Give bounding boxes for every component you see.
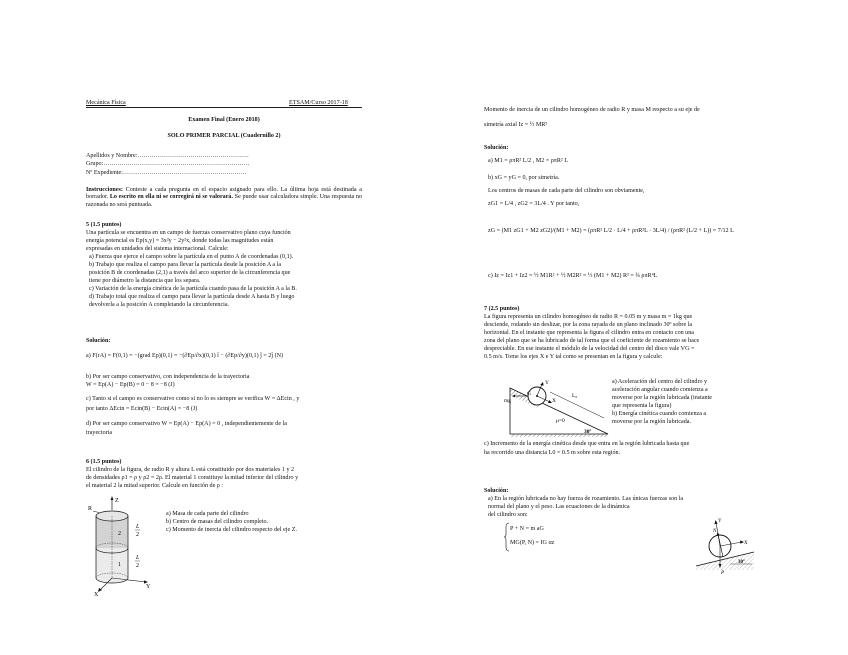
q7-intro-line: 0.5 m/s. Tome los ejes X e Y tal como se presentan en la figura y calcule: [484, 354, 663, 360]
q7-item-c: c) Incremento de la energía cinética desde que entra en la región lubricada hasta que [484, 441, 690, 447]
material-2-label: 2 [118, 531, 121, 537]
header-left: Mecánica Física [86, 100, 126, 106]
q7-item: aceleración angular cuando comienza a [612, 387, 708, 393]
q7-solution-a-text: normal del plano y el peso. Las ecuaciones de la dinámica [488, 504, 630, 510]
q5-solution-d: d) Por ser campo conservativo W = Ep(A) − Ep(A) = 0 , independientemente de la [86, 421, 287, 427]
q5-item: a) Fuerza que ejerce el campo sobre la partícula en el punto A de coordenadas (0,1). [89, 254, 294, 260]
q7-equation-2: MG(P, N) = IG αz [510, 540, 555, 546]
q7-solution-a-text: del cilindro son: [488, 512, 528, 518]
half-length-denominator: 2 [136, 563, 139, 569]
angle-label: 30º [738, 560, 745, 565]
moment-of-inertia-line: Momento de inercia de un cilindro homogéneo de radio R y masa M respecto a su eje de [484, 107, 700, 113]
axis-y-label: Y [545, 380, 549, 386]
q5-solution-d-tail: trayectoria [86, 430, 113, 436]
q5-solution-b-eq: W = Ep(A) − Ep(B) = 0 − 8 = −8 (J) [86, 382, 175, 388]
instructions-text-a: Conteste a cada pregunta en el espacio asignado para ello. La última hoja está destinada a borrador. [86, 187, 362, 201]
q6-solution-b: b) xG = yG = 0, por simetría. [488, 175, 560, 181]
q6-heading: 6 (1.5 puntos) [86, 459, 122, 465]
q7-solution-label: Solución: [484, 488, 509, 494]
q6-solution-c: c) Iz = Iz1 + Iz2 = ½ M1R² + ½ M2R² = ½ (M1 + M2) R² = ¾ ρπR⁴L [488, 273, 658, 279]
q6-solution-b-text: Los centros de masas de cada parte del cilindro son obviamente, [488, 188, 645, 194]
half-length-label: L [136, 524, 140, 530]
q5-item: devolverla a la posición A completando la circunferencia. [89, 302, 230, 308]
q5-solution-label: Solución: [86, 338, 111, 344]
q5-item: c) Variación de la energía cinética de la partícula cuando pasa de la posición A a la B. [89, 286, 297, 292]
free-body-diagram [694, 516, 756, 576]
q5-intro-line: Una partícula se encuentra en un campo de fuerzas conservativo plano cuya función [86, 230, 291, 236]
instructions-bold: Lo escrito en ella ni se corregirá ni se valorará. [109, 194, 233, 201]
center-g-label: G [527, 391, 531, 397]
q7-item: a) Aceleración del centro del cilindro y [612, 379, 708, 385]
q7-equation-1: P + N = m aG [510, 526, 544, 532]
q6-intro-line: de densidades ρ1 = ρ y ρ2 = 2ρ. El material 1 constituye la mitad inferior del cilindro y [86, 475, 299, 481]
q7-item-c-tail: ha recorrido una distancia L0 = 0.5 m sobre esta región. [484, 450, 621, 456]
q6-item: c) Momento de inercia del cilindro respecto del eje Z. [166, 527, 297, 533]
cylinder-figure [84, 496, 164, 596]
angle-label: 30º [584, 429, 592, 435]
q7-item: que representa la figura) [612, 403, 672, 409]
q5-item: tiene por diámetro la distancia que los separa. [89, 278, 201, 284]
axis-x-label: X [94, 592, 99, 598]
instructions-text-b: Se puede usar calculadora simple. Una respuesta no razonada no será puntuada. [86, 194, 362, 208]
instructions-label: Instrucciones: [86, 187, 123, 193]
material-1-label: 1 [118, 562, 121, 568]
inclined-plane-figure [504, 372, 614, 442]
axis-x-label: X [744, 541, 748, 546]
moment-of-inertia-formula: simetría axial Iz = ½ MR² [484, 122, 548, 128]
q5-solution-c-eq: por tanto ΔEcin = Ecin(B) − Ecin(A) = −8 (J) [86, 406, 198, 412]
friction-label: μ=0 [556, 418, 565, 424]
axis-z-label: Z [115, 498, 119, 504]
axis-y-label: Y [718, 519, 722, 524]
q7-intro-line: horizontal. En el instante que representa la figura el cilindro entra en contacto con una [484, 330, 694, 336]
header-right: ETSAM/Curso 2017-18 [289, 100, 348, 106]
q5-item: d) Trabajo total que realiza el campo para llevar la partícula desde A hasta B y luego [89, 294, 295, 300]
exam-subtitle: SOLO PRIMER PARCIAL (Cuadernillo 2) [167, 133, 281, 139]
equation-brace [504, 522, 510, 552]
radius-label: R [88, 506, 93, 512]
q6-intro-line: El cilindro de la figura, de radio R y altura L está constituido por dos materiales 1 y 2 [86, 467, 295, 473]
q5-heading: 5 (1.5 puntos) [86, 222, 122, 228]
q6-solution-b-zg: zG1 = L/4 , zG2 = 3L/4 . Y por tanto, [488, 201, 580, 207]
q5-solution-c: c) Tanto si el campo es conservativo como si no lo es siempre se verifica W = ΔEcin , y [86, 396, 300, 402]
half-length-denominator: 2 [136, 532, 139, 538]
q6-intro-line: el material 2 la mitad superior. Calcule en función de ρ : [86, 483, 224, 489]
header-rule [86, 107, 362, 108]
exam-title: Examen Final (Enero 2018) [188, 117, 260, 123]
normal-force-label: N [713, 529, 717, 534]
q7-heading: 7 (2.5 puntos) [484, 306, 520, 312]
field-name: Apellidos y Nombre:………………………………………………. [86, 153, 249, 159]
weight-force-label: P [721, 571, 725, 576]
q6-solution-b-eq: zG = (M1 zG1 + M2 zG2)/(M1 + M2) = (ρπR² L/2 · L/4 + ρπR²L · 3L/4) / (ρπR² (L/2 + L)) = 7/12 L [488, 228, 734, 234]
q7-intro-line: La figura representa un cilindro homogéneo de radio R = 0.05 m y masa m = 1kg que [484, 314, 693, 320]
q7-intro-line: zona del plano que se ha lubricado de tal forma que el coeficiente de rozamiento se hace [484, 338, 700, 344]
q5-intro-line: expresadas en unidades del sistema internacional. Calcule: [86, 246, 229, 252]
q5-solution-a: a) F(rA) = F(0,1) = −(grad Ep)(0,1) = −(∂Ep/∂x)(0,1) î − (∂Ep/∂y)(0,1) ĵ = 2ĵ (N) [86, 353, 284, 359]
right-page [424, 0, 848, 655]
weight-label: mg [504, 398, 512, 404]
distance-l0-label: L₀ [572, 393, 578, 399]
axis-y-label: Y [146, 584, 151, 590]
instructions [86, 187, 362, 209]
q6-solution-a: a) M1 = ρπR² L/2 , M2 = ρπR² L [488, 158, 568, 164]
q5-item: b) Trabajo que realiza el campo para llevar la partícula desde la posición A a la [89, 262, 282, 268]
q6-solution-label: Solución: [484, 145, 509, 151]
q6-item: b) Centro de masas del cilindro completo. [166, 519, 269, 525]
q7-item: b) Energía cinética cuando comienza a [612, 411, 707, 417]
axis-x-label: X [552, 398, 556, 404]
field-file-number: Nº Expediente:……………………………………………………. [86, 170, 247, 176]
q5-intro-line: energía potencial es Ep(x,y) = 3x²y − 2y²x, donde todas las magnitudes están [86, 238, 274, 244]
q6-item: a) Masa de cada parte del cilindro [166, 511, 249, 517]
q7-intro-line: desciende, rodando sin deslizar, por la zona rayada de un plano inclinado 30º sobre la [484, 322, 693, 328]
q7-item: moverse por la región lubricada. [612, 419, 692, 425]
q5-solution-b: b) Por ser campo conservativo, con independencia de la trayectoria [86, 374, 250, 380]
q7-solution-a: a) En la región lubricada no hay fuerza de rozamiento. Las únicas fuerzas son la [488, 496, 684, 502]
field-group: Grupo:……………………………………………………………… [86, 161, 250, 167]
q7-intro-line: despreciable. En ese instante el módulo de la velocidad del centro del disco vale VG = [484, 346, 695, 352]
half-length-label: L [136, 555, 140, 561]
q5-item: posición B de coordenadas (2,1) a través del arco superior de la circunferencia que [89, 270, 291, 276]
q7-item: moverse por la región lubricada (instante [612, 395, 713, 401]
